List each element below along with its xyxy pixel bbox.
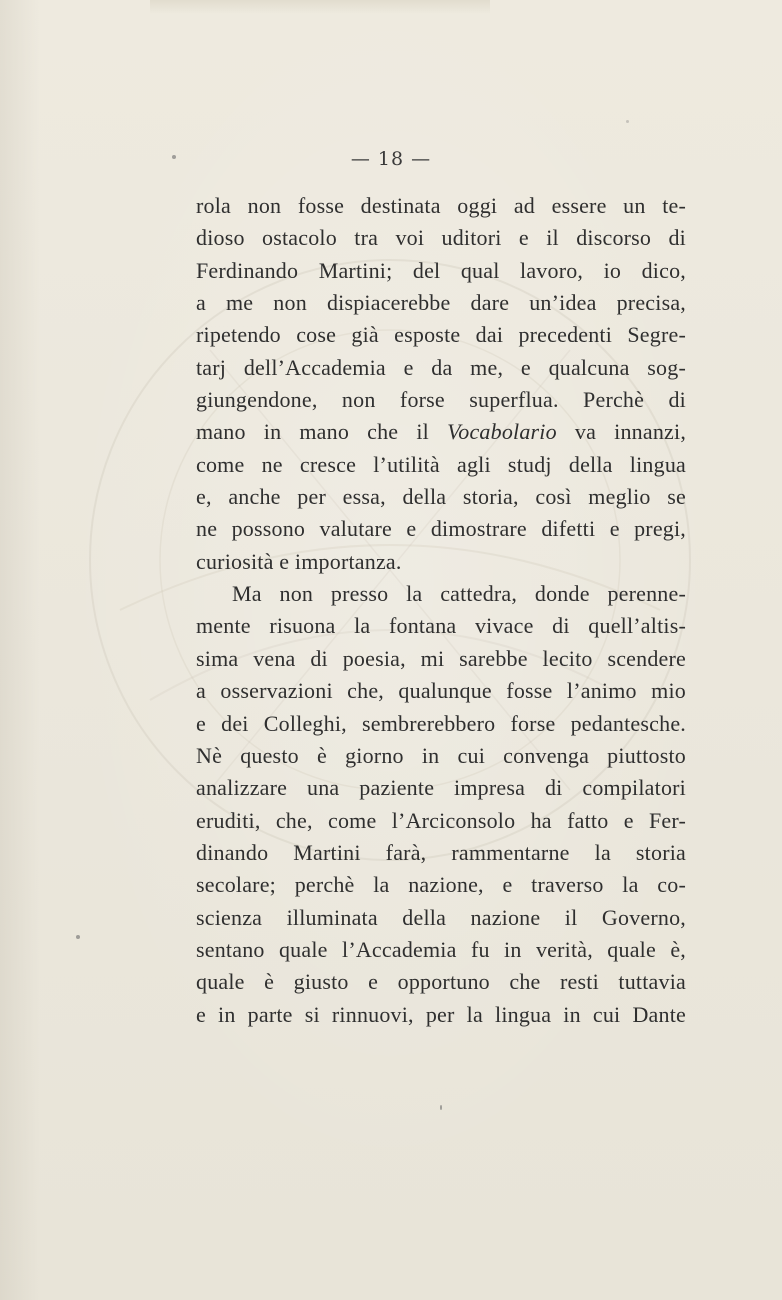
paper-speck — [440, 1105, 442, 1110]
text-line: e dei Colleghi, sembrerebbero forse pedantesche. — [196, 710, 686, 736]
text-line: scienza illuminata della nazione il Governo, — [196, 904, 686, 930]
body-text — [196, 190, 686, 1031]
text-line: ne possono valutare e dimostrare difetti e pregi, — [196, 516, 686, 542]
text-line: Nè questo è giorno in cui convenga piuttosto — [196, 742, 686, 768]
paper-speck — [172, 155, 176, 159]
text-line: curiosità e importanza. — [196, 548, 402, 574]
text-line: ripetendo cose già esposte dai precedenti Segre- — [196, 322, 686, 348]
text-line: quale è giusto e opportuno che resti tuttavia — [196, 969, 686, 995]
text-line: dinando Martini farà, rammentarne la storia — [196, 839, 686, 865]
text-line-with-italic — [196, 416, 686, 448]
text-line: rola non fosse destinata oggi ad essere un te- — [196, 193, 686, 218]
text-line: giungendone, non forse superflua. Perchè di — [196, 387, 686, 413]
text-line: sima vena di poesia, mi sarebbe lecito scendere — [196, 645, 686, 671]
text-line: a osservazioni che, qualunque fosse l’animo mio — [196, 678, 686, 704]
text-line: sentano quale l’Accademia fu in verità, quale è, — [196, 936, 686, 962]
text-line: mente risuona la fontana vivace di quell’altis- — [196, 613, 686, 639]
text-line: analizzare una paziente impresa di compilatori — [196, 775, 686, 801]
text-line: e, anche per essa, della storia, così meglio se — [196, 484, 686, 510]
text-line: tarj dell’Accademia e da me, e qualcuna sog- — [196, 354, 686, 380]
line-segment: mano in mano che il — [196, 419, 429, 445]
text-line: Ferdinando Martini; del qual lavoro, io dico, — [196, 257, 686, 283]
text-line: Ma non presso la cattedra, donde perenne- — [232, 581, 686, 607]
text-line: a me non dispiacerebbe dare un’idea precisa, — [196, 290, 686, 316]
line-segment: va innanzi, — [574, 419, 687, 445]
text-line: e in parte si rinnuovi, per la lingua in cui Dante — [196, 1001, 686, 1027]
italic-title-vocabolario: Vocabolario — [447, 419, 557, 445]
text-line: dioso ostacolo tra voi uditori e il discorso di — [196, 225, 686, 251]
page-number: — 18 — — [350, 148, 432, 170]
paper-speck — [76, 935, 80, 939]
text-line: secolare; perchè la nazione, e traverso la co- — [196, 872, 686, 898]
text-line: come ne cresce l’utilità agli studj della lingua — [196, 451, 686, 477]
text-line: eruditi, che, come l’Arciconsolo ha fatto e Fer- — [196, 807, 686, 833]
paper-speck — [626, 120, 629, 123]
